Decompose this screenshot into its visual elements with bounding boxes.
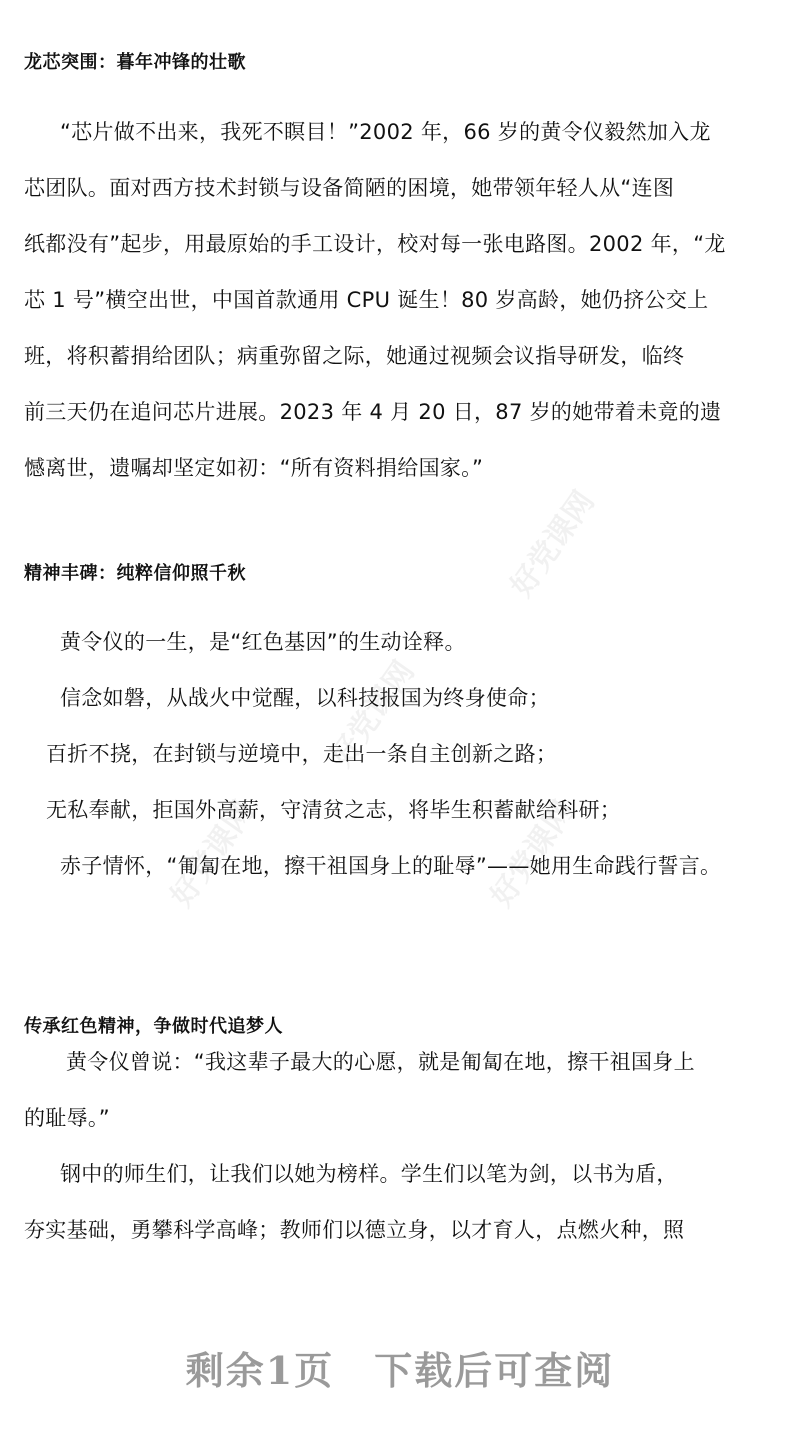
download-banner[interactable] <box>0 1340 800 1395</box>
watermark: 好党课网 <box>324 654 422 774</box>
paragraph-line: 钢中的师生们，让我们以她为榜样。学生们以笔为剑，以书为盾， <box>60 1162 678 1186</box>
paragraph-line: 憾离世，遗嘱却坚定如初：“所有资料捐给国家。” <box>24 456 484 480</box>
paragraph-line: 黄令仪的一生，是“红色基因”的生动诠释。 <box>60 630 466 654</box>
watermark: 好党课网 <box>504 484 602 604</box>
remaining-pages-label: 剩余1页 <box>185 1348 335 1393</box>
paragraph-line: 信念如磐，从战火中觉醒，以科技报国为终身使命； <box>60 686 550 710</box>
paragraph-line: 夯实基础，勇攀科学高峰；教师们以德立身，以才育人，点燃火种，照 <box>24 1218 685 1242</box>
watermark: 好党课网 <box>164 794 262 914</box>
paragraph-line: 无私奉献，拒国外高薪，守清贫之志，将毕生积蓄献给科研； <box>46 798 622 822</box>
paragraph-line: 芯 1 号”横空出世，中国首款通用 CPU 诞生！80 岁高龄，她仍挤公交上 <box>24 288 709 312</box>
section-heading: 精神丰碑：纯粹信仰照千秋 <box>24 563 246 584</box>
watermark: 好党课网 <box>484 794 582 914</box>
paragraph-line: 前三天仍在追问芯片进展。2023 年 4 月 20 日，87 岁的她带着未竟的遗 <box>24 400 722 424</box>
paragraph-line: 黄令仪曾说：“我这辈子最大的心愿，就是匍匐在地，擦干祖国身上 <box>66 1050 695 1074</box>
paragraph-line: 纸都没有”起步，用最原始的手工设计，校对每一张电路图。2002 年，“龙 <box>24 232 726 256</box>
paragraph-line: 芯团队。面对西方技术封锁与设备简陋的困境，她带领年轻人从“连图 <box>24 176 675 200</box>
paragraph-line: “芯片做不出来，我死不瞑目！”2002 年，66 岁的黄令仪毅然加入龙 <box>60 120 711 144</box>
paragraph-line: 班，将积蓄捐给团队；病重弥留之际，她通过视频会议指导研发，临终 <box>24 344 685 368</box>
paragraph-line: 赤子情怀，“匍匐在地，擦干祖国身上的耻辱”——她用生命践行誓言。 <box>60 854 722 878</box>
download-to-view-label: 下载后可查阅 <box>374 1348 615 1393</box>
section-heading: 龙芯突围：暮年冲锋的壮歌 <box>24 52 246 73</box>
paragraph-line: 百折不挠，在封锁与逆境中，走出一条自主创新之路； <box>46 742 558 766</box>
paragraph-line: 的耻辱。” <box>24 1106 110 1130</box>
section-heading: 传承红色精神，争做时代追梦人 <box>24 1016 283 1037</box>
